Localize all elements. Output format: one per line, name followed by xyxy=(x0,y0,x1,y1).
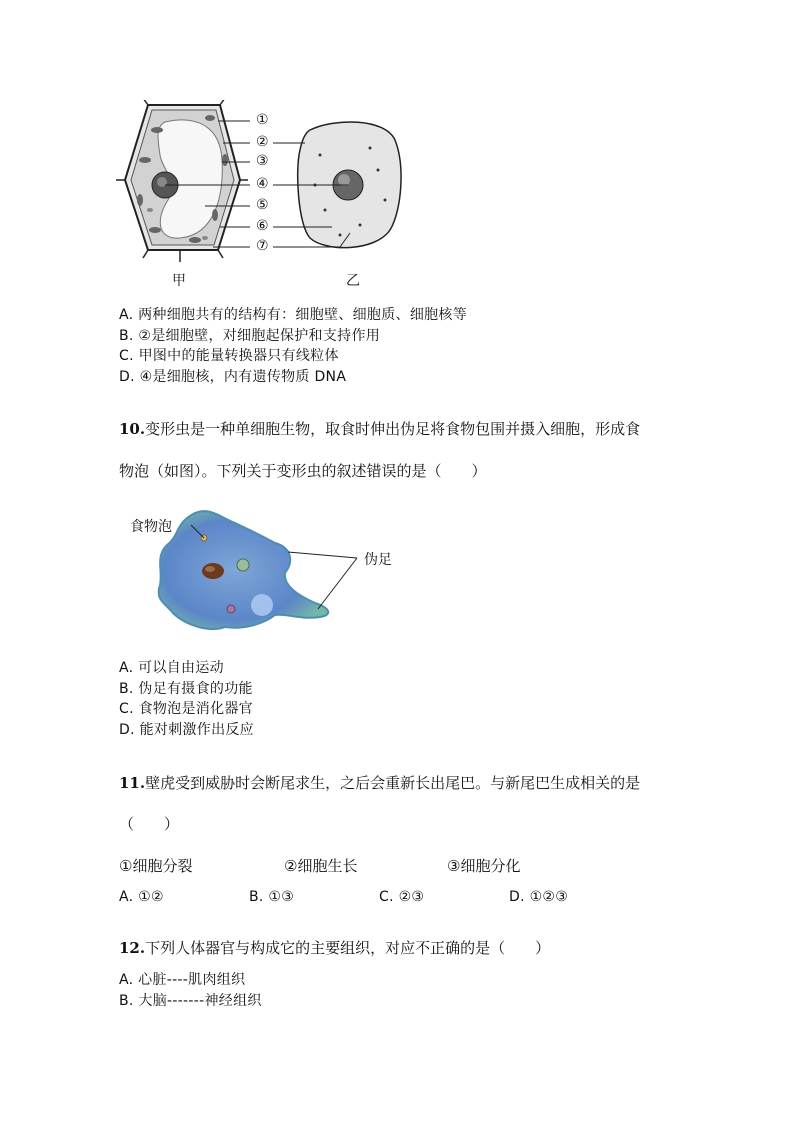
q12-number: 12. xyxy=(119,939,146,957)
cell-a-label: 甲 xyxy=(172,273,186,289)
q11-stem-line2: （ ） xyxy=(119,815,180,833)
q10-option-b: B. 伪足有摄食的功能 xyxy=(119,681,253,697)
q10-option-a: A. 可以自由运动 xyxy=(119,660,224,676)
q11-stem-text: 壁虎受到威胁时会断尾求生，之后会重新长出尾巴。与新尾巴生成相关的是 xyxy=(145,774,641,792)
q11-stem-line1 xyxy=(119,772,640,794)
q9-option-d: D. ④是细胞核，内有遗传物质 DNA xyxy=(119,369,347,385)
q10-stem-text: 变形虫是一种单细胞生物，取食时伸出伪足将食物包围并摄入细胞，形成食 xyxy=(145,420,641,438)
q10-option-c: C. 食物泡是消化器官 xyxy=(119,701,253,717)
cell-b-label: 乙 xyxy=(346,273,360,289)
q11-number: 11. xyxy=(119,774,146,792)
fig-label-4: ④ xyxy=(256,176,269,192)
q11-option-c: C. ②③ xyxy=(379,889,425,905)
q10-stem-line2: 物泡（如图）。下列关于变形虫的叙述错误的是（ ） xyxy=(119,462,487,480)
fig-label-food-vacuole: 食物泡 xyxy=(130,519,172,535)
fig-label-7: ⑦ xyxy=(256,238,269,254)
q9-option-a: A. 两种细胞共有的结构有：细胞壁、细胞质、细胞核等 xyxy=(119,307,468,323)
fig-label-2: ② xyxy=(256,134,269,150)
fig-label-1: ① xyxy=(256,112,269,128)
q10-number: 10. xyxy=(119,420,146,438)
q11-item-2: ②细胞生长 xyxy=(284,857,358,875)
q12-stem xyxy=(119,937,550,959)
q11-option-d: D. ①②③ xyxy=(509,889,569,905)
fig-label-pseudopod: 伪足 xyxy=(364,552,392,568)
fig-label-6: ⑥ xyxy=(256,218,269,234)
fig-label-5: ⑤ xyxy=(256,197,269,213)
q11-item-1: ①细胞分裂 xyxy=(119,857,193,875)
q12-option-a: A. 心脏----肌肉组织 xyxy=(119,972,246,988)
contractile-vacuole xyxy=(251,594,273,616)
q10-stem-line1 xyxy=(119,418,640,440)
q9-option-b: B. ②是细胞壁，对细胞起保护和支持作用 xyxy=(119,328,381,344)
q10-option-d: D. 能对刺激作出反应 xyxy=(119,722,254,738)
q11-option-b: B. ①③ xyxy=(249,889,295,905)
fig-label-3: ③ xyxy=(256,153,269,169)
q12-stem-text: 下列人体器官与构成它的主要组织，对应不正确的是（ ） xyxy=(145,939,551,957)
q12-option-b: B. 大脑-------神经组织 xyxy=(119,993,262,1009)
q9-option-c: C. 甲图中的能量转换器只有线粒体 xyxy=(119,348,339,364)
cell-diagram xyxy=(110,100,430,295)
q11-option-a: A. ①② xyxy=(119,889,164,905)
q11-item-3: ③细胞分化 xyxy=(447,857,521,875)
